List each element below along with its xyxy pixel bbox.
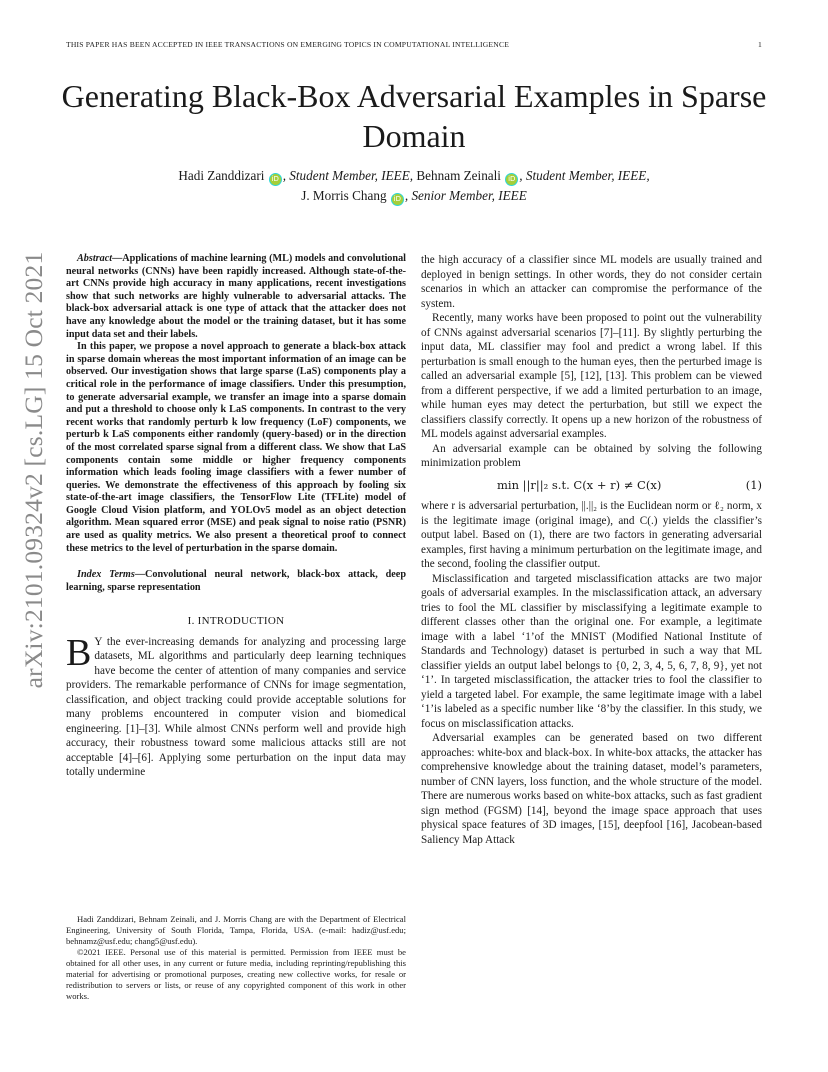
orcid-icon[interactable]: iD [505,173,518,186]
footnote [66,914,406,1002]
index-terms-text: —Convolutional neural network, black-box attack, deep learning, sparse representation [66,569,406,593]
index-terms-label: Index Terms [77,569,135,581]
author-3-role: , Senior Member, IEEE [404,188,527,203]
author-list [60,166,768,206]
author-1-role: , Student Member, IEEE, [282,168,414,183]
abstract-text-1: —Applications of machine learning (ML) models and convolutional neural networks (CNNs) have been rapidly increased. Although state-of-the-art CNNs provide high accuracy in many applications, recent investigations show that such networks are highly vulnerable to adversarial attacks. The black-box adversarial attack is one type of attack that the attacker does not have any knowledge about the model or the training dataset, but it has some input data set and their labels. [66,253,406,340]
author-1: Hadi Zanddizari [178,168,265,183]
orcid-icon[interactable]: iD [391,193,404,206]
right-paragraph-5: Adversarial examples can be generated based on two different approaches: white-box and black-box. In white-box attacks, the attacker has comprehensive knowledge about the training dataset, model’s parameters, number of CNN layers, loss function, and the whole structure of the model. There are numerous works based on white-box attacks, such as fast gradient sign method (FGSM) [14], beyond the image space approach that uses physical space features of 3D images, [15], deepfool [16], Jacobean-based Saliency Map Attack [421,732,762,846]
dropcap-letter: B [66,631,92,674]
intro-text-1: Y the ever-increasing demands for analyzing and processing large datasets, ML algorithms and particularly deep learning techniques have become the center of attention of many companies and service providers. The remarkable performance of CNNs for image segmentation, classification, and object tracking could provide acceptable solutions for many problems encountered in computer vision and biomedical engineering. [1]–[3]. While almost CNNs perform well and provide high accuracy, their robustness toward some malicious attacks still are not acceptable [4]–[6]. Applying some perturbation on the input data may totally undermine [66,635,406,779]
abstract-paragraph-1 [66,253,406,341]
paper-title: Generating Black-Box Adversarial Examples in Sparse Domain [61,78,767,154]
footnote-copyright: ©2021 IEEE. Personal use of this material is permitted. Permission from IEEE must be obtained for all other uses, in any current or future media, including reprinting/republishing this material for advertising or promotional purposes, creating new collective works, for resale or redistribution to servers or lists, or reuse of any copyrighted component of this work in other works. [66,947,406,1001]
page-number: 1 [758,40,762,49]
right-paragraph-3: where r is adversarial perturbation, ||.||₂ is the Euclidean norm or ℓ₂ norm, x is the legitimate image (original image), and C(.) yields the classifier’s output label. Based on (1), there are two factors in generating adversarial examples, first having a minimum perturbation on the legitimate image, and the second, fooling the classifier output. [421,500,762,570]
running-header [66,40,762,49]
right-paragraph-4: Misclassification and targeted misclassification attacks are two major goals of adversarial examples. In the misclassification attack, an adversary tries to fool the ML classifier by misclassifying a legitimate example to different classes other than the original one. For example, a legitimate image with a label ‘1’of the MNIST (Modified National Institute of Standards and Technology) dataset is perturbed in such a way that ML classifier yields an output label belongs to {0, 2, 3, 4, 5, 6, 7, 8, 9}, yet not ‘1’. In targeted misclassification, the attacker tries to fool the classifier to yield a targeted label. For example, the same legitimate image with a label ‘1’is labeled as a specific number like ‘8’by the classifier. In this study, we focus on misclassification attacks. [421,572,762,730]
equation-1 [421,478,762,493]
author-3: J. Morris Chang [301,188,387,203]
right-paragraph-0: the high accuracy of a classifier since ML models are usually trained and deployed in benign settings. In other words, they do not consider certain scenarios in which an attacker can compromise the performance of the system. [421,254,762,310]
orcid-icon[interactable]: iD [269,173,282,186]
journal-header: THIS PAPER HAS BEEN ACCEPTED IN IEEE TRANSACTIONS ON EMERGING TOPICS IN COMPUTATIONAL INTELLIGENCE [66,40,510,49]
footnote-affiliation: Hadi Zanddizari, Behnam Zeinali, and J. Morris Chang are with the Department of Electrical Engineering, University of South Florida, Tampa, Florida, USA. (e-mail: hadiz@usf.edu; behnamz@usf.edu; chang5@usf.edu). [66,914,406,946]
left-column [66,253,406,780]
equation-number: (1) [745,477,762,492]
intro-paragraph-1 [66,631,406,780]
arxiv-id: arXiv:2101.09324v2 [cs.LG] 15 Oct 2021 [19,251,48,689]
arxiv-watermark [14,230,54,710]
abstract-label: Abstract [77,253,113,264]
index-terms [66,569,406,594]
abstract-paragraph-2: In this paper, we propose a novel approach to generate a black-box attack in sparse domain whereas the most important information of an image can be observed. Our investigation shows that large sparse (LaS) components play a critical role in the performance of image classifiers. Under this presumption, to generate adversarial example, we transfer an image into a sparse domain and put a threshold to choose only k LaS components. In contrast to the very recent works that randomly perturb k low frequency (LoF) components, we perturb k LaS components either randomly (query-based) or in the direction of the most correlated sparse signal from a different class. We show that LaS components contain some middle or higher frequency components information which leads fooling image classifiers with a fewer number of queries. We demonstrate the effectiveness of this approach by fooling six state-of-the-art image classifiers, the TensorFlow Lite (TFLite) model of Google Cloud Vision platform, and YOLOv5 model as an object detection algorithm. Mean squared error (MSE) and peak signal to noise ratio (PSNR) are used as quality metrics. We also present a theoretical proof to connect these metrics to the level of perturbation in the sparse domain. [66,341,406,554]
section-heading-introduction: I. INTRODUCTION [187,615,285,628]
right-paragraph-1: Recently, many works have been proposed to point out the vulnerability of CNNs against adversarial scenarios [7]–[11]. By slightly perturbing the input data, ML classifier may fool and predict a wrong label. If this perturbation is small enough to the human eyes, then the perturbed image is called an adversarial example [5], [12], [13]. This problem can be viewed from a different perspective, if we add a limited perturbation to an image, while human eyes may detect the perturbation, but still we expect the classifiers classify correctly. It opens up a new horizon of the robustness of ML models against adversarial examples. [421,312,762,440]
author-2-role: , Student Member, IEEE, [519,168,650,183]
author-2: Behnam Zeinali [416,168,501,183]
right-paragraph-2: An adversarial example can be obtained by solving the following minimization problem [421,442,762,469]
right-column [421,253,762,847]
equation-body: min ||r||₂ s.t. C(x + r) ≠ C(x) [497,477,662,492]
